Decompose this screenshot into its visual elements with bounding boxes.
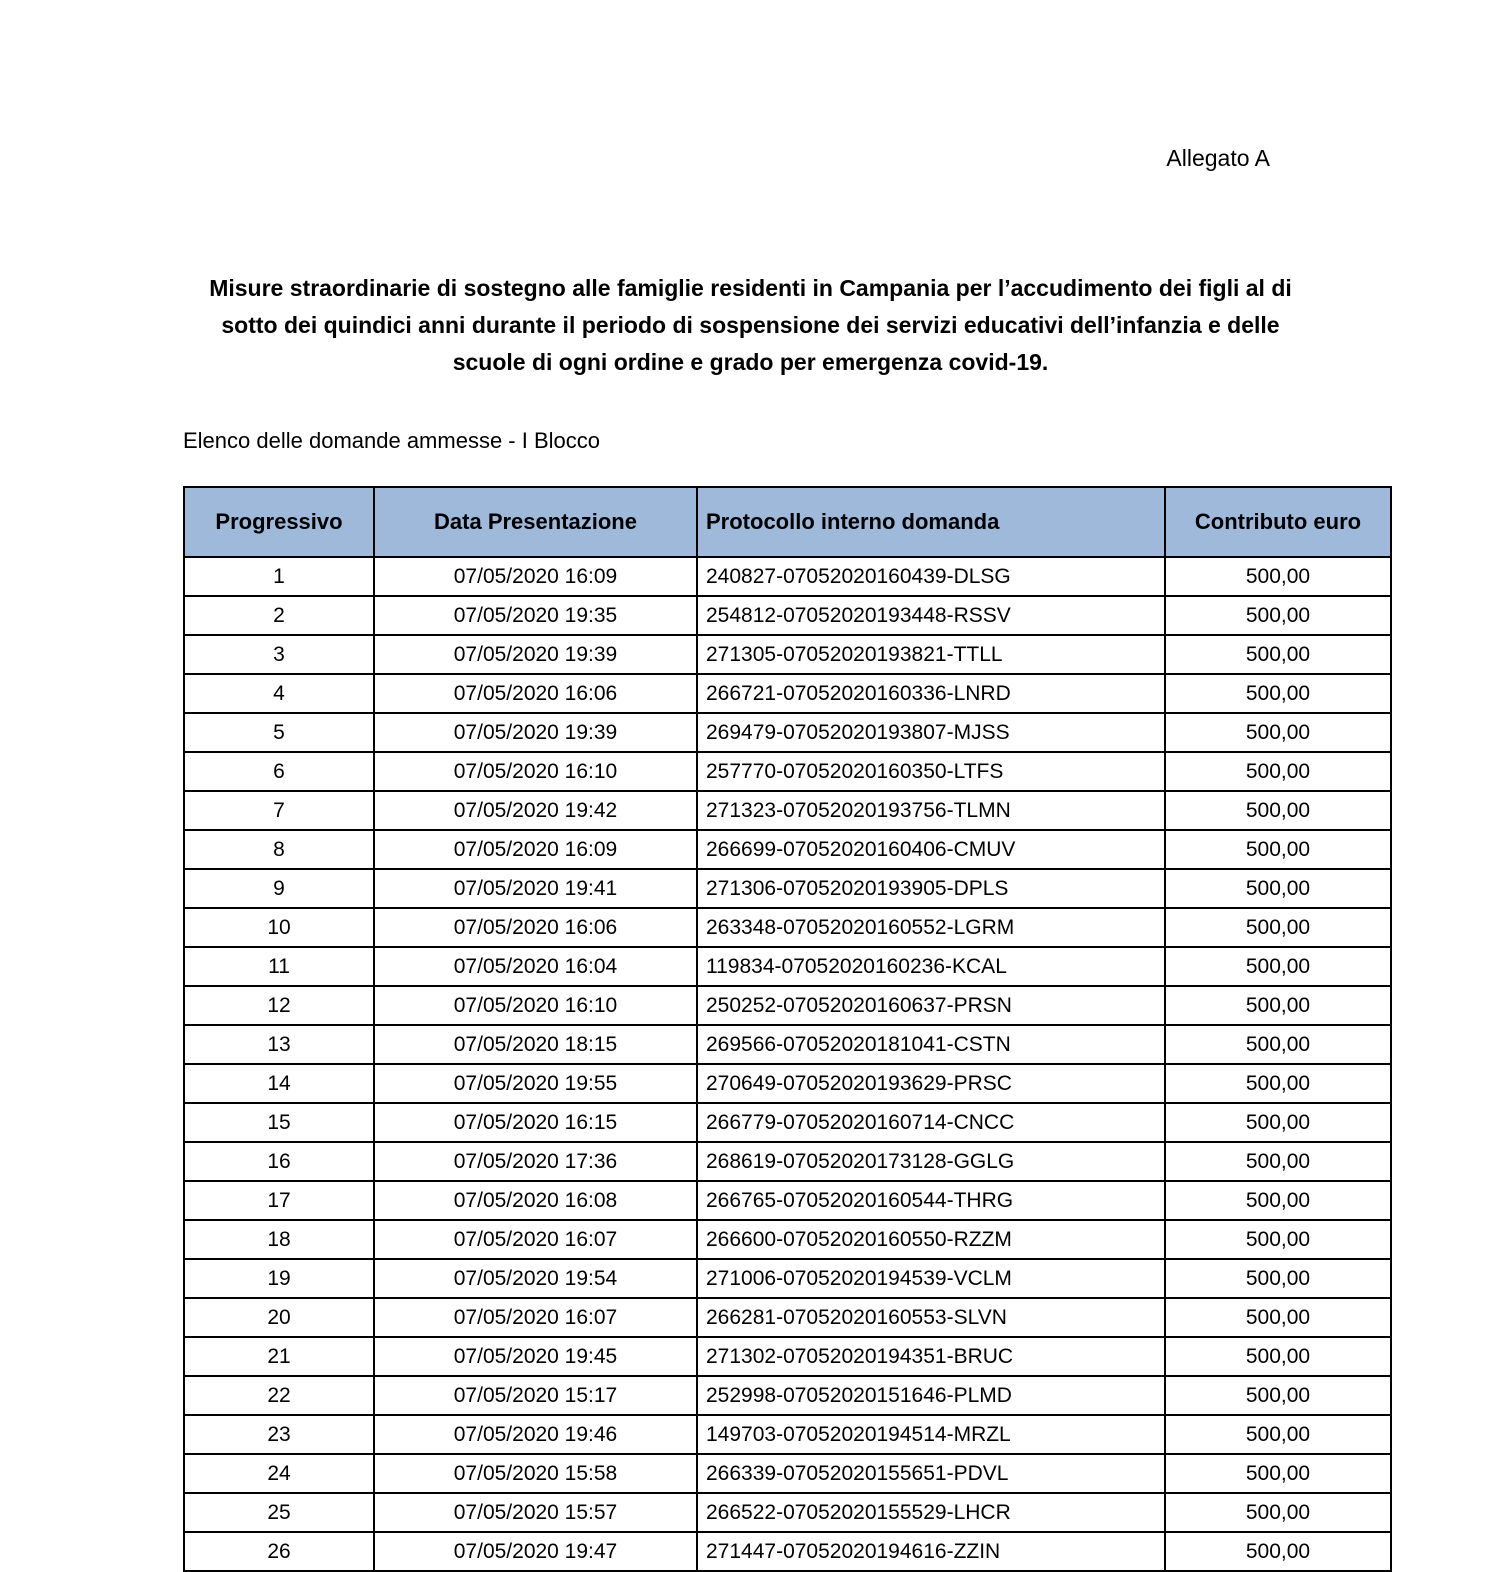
- table-cell: 500,00: [1165, 635, 1391, 674]
- table-cell: 500,00: [1165, 1142, 1391, 1181]
- table-cell: 269479-07052020193807-MJSS: [697, 713, 1165, 752]
- table-cell: 271447-07052020194616-ZZIN: [697, 1532, 1165, 1571]
- table-cell: 26: [184, 1532, 374, 1571]
- table-cell: 500,00: [1165, 830, 1391, 869]
- table-cell: 07/05/2020 19:35: [374, 596, 697, 635]
- annex-label: Allegato A: [1166, 145, 1270, 171]
- table-cell: 500,00: [1165, 1415, 1391, 1454]
- table-cell: 500,00: [1165, 1181, 1391, 1220]
- table-cell: 12: [184, 986, 374, 1025]
- table-header: [184, 487, 1391, 557]
- table-cell: 19: [184, 1259, 374, 1298]
- table-cell: 25: [184, 1493, 374, 1532]
- table-cell: 500,00: [1165, 1025, 1391, 1064]
- table-cell: 119834-07052020160236-KCAL: [697, 947, 1165, 986]
- table-cell: 500,00: [1165, 908, 1391, 947]
- table-cell: 9: [184, 869, 374, 908]
- table-cell: 07/05/2020 19:55: [374, 1064, 697, 1103]
- table-row: [184, 596, 1391, 635]
- table-row: [184, 791, 1391, 830]
- table-cell: 07/05/2020 16:10: [374, 986, 697, 1025]
- table-cell: 6: [184, 752, 374, 791]
- table-row: [184, 1298, 1391, 1337]
- table-cell: 07/05/2020 16:04: [374, 947, 697, 986]
- table-cell: 268619-07052020173128-GGLG: [697, 1142, 1165, 1181]
- table-cell: 266699-07052020160406-CMUV: [697, 830, 1165, 869]
- table-cell: 269566-07052020181041-CSTN: [697, 1025, 1165, 1064]
- table-cell: 07/05/2020 19:54: [374, 1259, 697, 1298]
- table-row: [184, 635, 1391, 674]
- table-cell: 500,00: [1165, 1220, 1391, 1259]
- table-row: [184, 1220, 1391, 1259]
- table-cell: 22: [184, 1376, 374, 1415]
- table-cell: 07/05/2020 16:08: [374, 1181, 697, 1220]
- table-header-cell: Data Presentazione: [374, 487, 697, 557]
- table-cell: 20: [184, 1298, 374, 1337]
- table-row: [184, 1181, 1391, 1220]
- table-row: [184, 1142, 1391, 1181]
- table-row: [184, 1493, 1391, 1532]
- table-cell: 271302-07052020194351-BRUC: [697, 1337, 1165, 1376]
- table-cell: 07/05/2020 16:15: [374, 1103, 697, 1142]
- table-header-cell: Contributo euro: [1165, 487, 1391, 557]
- table-cell: 21: [184, 1337, 374, 1376]
- table-cell: 266765-07052020160544-THRG: [697, 1181, 1165, 1220]
- table-header-cell: Protocollo interno domanda: [697, 487, 1165, 557]
- table-cell: 18: [184, 1220, 374, 1259]
- table-cell: 07/05/2020 15:17: [374, 1376, 697, 1415]
- table-row: [184, 1376, 1391, 1415]
- table-row: [184, 713, 1391, 752]
- table-cell: 500,00: [1165, 713, 1391, 752]
- table-cell: 266522-07052020155529-LHCR: [697, 1493, 1165, 1532]
- table-row: [184, 1454, 1391, 1493]
- table-cell: 07/05/2020 16:07: [374, 1220, 697, 1259]
- table-cell: 07/05/2020 19:42: [374, 791, 697, 830]
- table-cell: 2: [184, 596, 374, 635]
- document-subtitle: Elenco delle domande ammesse - I Blocco: [183, 428, 600, 454]
- document-title: Misure straordinarie di sostegno alle famiglie residenti in Campania per l’accudimento dei figli al di sotto dei quindici anni durante il periodo di sospensione dei servizi educativi dell’infanzia e delle scuole di ogni ordine e grado per emergenza covid-19.: [209, 275, 1292, 375]
- table-cell: 149703-07052020194514-MRZL: [697, 1415, 1165, 1454]
- table-cell: 500,00: [1165, 596, 1391, 635]
- table-cell: 07/05/2020 19:47: [374, 1532, 697, 1571]
- table-row: [184, 1025, 1391, 1064]
- table-cell: 252998-07052020151646-PLMD: [697, 1376, 1165, 1415]
- table-cell: 07/05/2020 16:07: [374, 1298, 697, 1337]
- table-cell: 271323-07052020193756-TLMN: [697, 791, 1165, 830]
- table-cell: 263348-07052020160552-LGRM: [697, 908, 1165, 947]
- table-cell: 15: [184, 1103, 374, 1142]
- table-cell: 257770-07052020160350-LTFS: [697, 752, 1165, 791]
- table-row: [184, 1103, 1391, 1142]
- table-cell: 271305-07052020193821-TTLL: [697, 635, 1165, 674]
- table-cell: 500,00: [1165, 1337, 1391, 1376]
- table-cell: 254812-07052020193448-RSSV: [697, 596, 1165, 635]
- table-cell: 500,00: [1165, 674, 1391, 713]
- table-cell: 271006-07052020194539-VCLM: [697, 1259, 1165, 1298]
- table-cell: 07/05/2020 19:39: [374, 713, 697, 752]
- table-cell: 266779-07052020160714-CNCC: [697, 1103, 1165, 1142]
- table-cell: 500,00: [1165, 557, 1391, 596]
- table-cell: 500,00: [1165, 1454, 1391, 1493]
- table-body: [184, 557, 1391, 1571]
- table-cell: 500,00: [1165, 869, 1391, 908]
- table-cell: 500,00: [1165, 986, 1391, 1025]
- table-row: [184, 557, 1391, 596]
- table-cell: 1: [184, 557, 374, 596]
- admitted-applications-table: [183, 486, 1392, 1572]
- table-row: [184, 986, 1391, 1025]
- table-cell: 07/05/2020 16:10: [374, 752, 697, 791]
- table-cell: 23: [184, 1415, 374, 1454]
- table-cell: 5: [184, 713, 374, 752]
- table-cell: 500,00: [1165, 1493, 1391, 1532]
- table-row: [184, 752, 1391, 791]
- table-cell: 7: [184, 791, 374, 830]
- table-cell: 10: [184, 908, 374, 947]
- table-cell: 17: [184, 1181, 374, 1220]
- table-header-cell: Progressivo: [184, 487, 374, 557]
- table-cell: 500,00: [1165, 1298, 1391, 1337]
- table-cell: 07/05/2020 17:36: [374, 1142, 697, 1181]
- table-cell: 500,00: [1165, 1103, 1391, 1142]
- table-header-row: [184, 487, 1391, 557]
- table-cell: 266281-07052020160553-SLVN: [697, 1298, 1165, 1337]
- table-row: [184, 908, 1391, 947]
- table-cell: 500,00: [1165, 1376, 1391, 1415]
- table-cell: 07/05/2020 19:45: [374, 1337, 697, 1376]
- table-cell: 07/05/2020 16:06: [374, 674, 697, 713]
- table-cell: 07/05/2020 19:41: [374, 869, 697, 908]
- table-row: [184, 1337, 1391, 1376]
- table-row: [184, 1415, 1391, 1454]
- table-cell: 500,00: [1165, 791, 1391, 830]
- table-cell: 240827-07052020160439-DLSG: [697, 557, 1165, 596]
- table-cell: 16: [184, 1142, 374, 1181]
- table-cell: 500,00: [1165, 752, 1391, 791]
- table-cell: 07/05/2020 15:57: [374, 1493, 697, 1532]
- table-row: [184, 830, 1391, 869]
- table-cell: 07/05/2020 18:15: [374, 1025, 697, 1064]
- table-cell: 500,00: [1165, 1532, 1391, 1571]
- table-cell: 8: [184, 830, 374, 869]
- table-row: [184, 869, 1391, 908]
- table-cell: 500,00: [1165, 1064, 1391, 1103]
- table-cell: 3: [184, 635, 374, 674]
- table-row: [184, 1532, 1391, 1571]
- table-cell: 4: [184, 674, 374, 713]
- table-cell: 13: [184, 1025, 374, 1064]
- document-content: [183, 0, 1362, 1572]
- table-cell: 266721-07052020160336-LNRD: [697, 674, 1165, 713]
- table-row: [184, 1259, 1391, 1298]
- table-cell: 250252-07052020160637-PRSN: [697, 986, 1165, 1025]
- table-cell: 24: [184, 1454, 374, 1493]
- table-cell: 07/05/2020 16:06: [374, 908, 697, 947]
- table-cell: 07/05/2020 19:46: [374, 1415, 697, 1454]
- table-cell: 14: [184, 1064, 374, 1103]
- table-cell: 500,00: [1165, 1259, 1391, 1298]
- table-cell: 07/05/2020 19:39: [374, 635, 697, 674]
- table-row: [184, 1064, 1391, 1103]
- table-row: [184, 947, 1391, 986]
- table-cell: 11: [184, 947, 374, 986]
- table-cell: 266600-07052020160550-RZZM: [697, 1220, 1165, 1259]
- table-cell: 07/05/2020 16:09: [374, 830, 697, 869]
- table-cell: 270649-07052020193629-PRSC: [697, 1064, 1165, 1103]
- table-cell: 07/05/2020 15:58: [374, 1454, 697, 1493]
- table-cell: 500,00: [1165, 947, 1391, 986]
- table-cell: 07/05/2020 16:09: [374, 557, 697, 596]
- table-cell: 266339-07052020155651-PDVL: [697, 1454, 1165, 1493]
- table-row: [184, 674, 1391, 713]
- table-cell: 271306-07052020193905-DPLS: [697, 869, 1165, 908]
